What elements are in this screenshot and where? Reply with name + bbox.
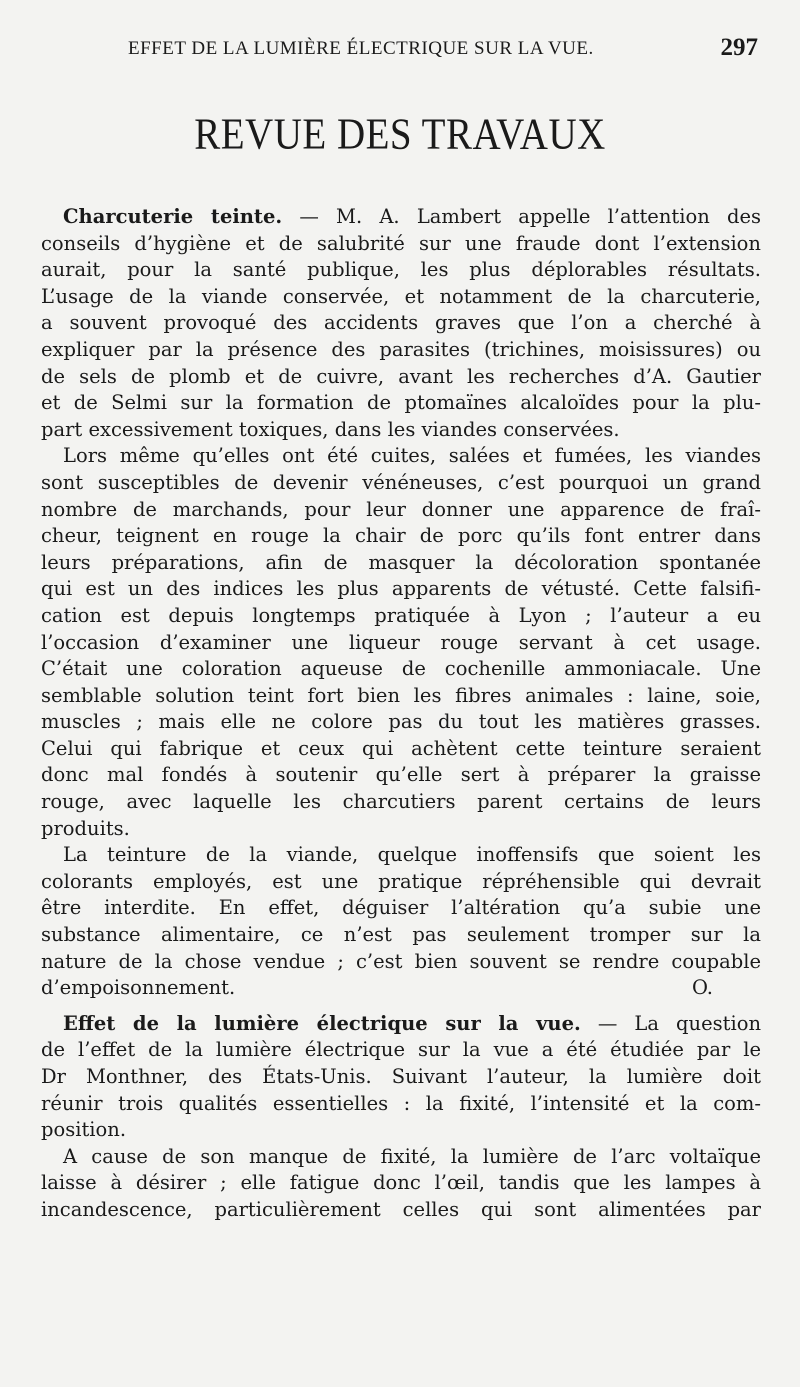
body-text	[41, 204, 761, 1224]
article-rubric: Charcuterie teinte.	[63, 205, 283, 228]
text-line: leurs préparations, afin de masquer la décoloration spontanée	[41, 550, 761, 574]
text-line: La teinture de la viande, quelque inoffensifs que soient les	[63, 843, 761, 867]
text-line: a souvent provoqué des accidents graves que l’on a cherché à	[41, 311, 761, 335]
running-head	[128, 34, 778, 64]
text-line: Lors même qu’elles ont été cuites, salées et fumées, les viandes	[63, 444, 761, 468]
article-rubric: Effet de la lumière électrique sur la vue.	[63, 1011, 581, 1035]
text-line: part excessivement toxiques, dans les viandes conservées.	[41, 417, 620, 441]
text-line: Effet de la lumière électrique sur la vue. — La question	[63, 1011, 762, 1035]
text-line: Celui qui fabrique et ceux qui achètent cette teinture seraient	[41, 736, 761, 760]
section-title: REVUE DES TRAVAUX	[194, 109, 606, 159]
text-line: laisse à désirer ; elle fatigue donc l’œil, tandis que les lampes à	[41, 1171, 761, 1195]
text-line: expliquer par la présence des parasites (trichines, moisissures) ou	[41, 337, 761, 361]
text-line: nature de la chose vendue ; c’est bien souvent se rendre coupable	[41, 949, 761, 973]
text-line: cation est depuis longtemps pratiquée à Lyon ; l’auteur a eu	[41, 603, 761, 627]
running-head-title: EFFET DE LA LUMIÈRE ÉLECTRIQUE SUR LA VUE.	[128, 38, 594, 59]
text-line: nombre de marchands, pour leur donner une apparence de fraî-	[41, 497, 761, 521]
text-line: position.	[41, 1118, 127, 1142]
text-line: Charcuterie teinte. — M. A. Lambert appelle l’attention des	[63, 205, 761, 228]
text-line: et de Selmi sur la formation de ptomaïnes alcaloïdes pour la plu-	[41, 391, 761, 415]
page-number: 297	[720, 34, 758, 61]
text-line: L’usage de la viande conservée, et notamment de la charcuterie,	[41, 284, 761, 308]
text-line: de l’effet de la lumière électrique sur la vue a été étudiée par le	[41, 1038, 761, 1062]
text-line: de sels de plomb et de cuivre, avant les recherches d’A. Gautier	[41, 364, 761, 388]
text-line: produits.	[41, 816, 130, 840]
text-line: Dr Monthner, des États-Unis. Suivant l’auteur, la lumière doit	[41, 1065, 761, 1088]
text-line: semblable solution teint fort bien les fibres animales : laine, soie,	[41, 683, 761, 707]
text-line: être interdite. En effet, déguiser l’altération qu’a subie une	[41, 896, 761, 920]
text-line	[41, 975, 761, 1002]
text-line: muscles ; mais elle ne colore pas du tout les matières grasses.	[41, 710, 761, 734]
text-line: sont susceptibles de devenir vénéneuses, c’est pourquoi un grand	[41, 470, 761, 494]
text-line: substance alimentaire, ce n’est pas seulement tromper sur la	[41, 923, 761, 947]
text-line: incandescence, particulièrement celles qui sont alimentées par	[41, 1197, 761, 1221]
author-signature: O.	[691, 976, 713, 1000]
text-line: l’occasion d’examiner une liqueur rouge servant à cet usage.	[41, 630, 761, 654]
text-line: A cause de son manque de fixité, la lumière de l’arc voltaïque	[63, 1144, 761, 1168]
text-line: rouge, avec laquelle les charcutiers parent certains de leurs	[41, 790, 761, 814]
closing-text: d’empoisonnement.	[41, 976, 236, 1000]
text-line: qui est un des indices les plus apparents de vétusté. Cette falsifi-	[41, 577, 761, 601]
text-line: C’était une coloration aqueuse de cochenille ammoniacale. Une	[41, 657, 761, 681]
text-line: colorants employés, est une pratique répréhensible qui devrait	[41, 869, 761, 893]
text-line: donc mal fondés à soutenir qu’elle sert à préparer la graisse	[41, 763, 761, 787]
text-line: cheur, teignent en rouge la chair de porc qu’ils font entrer dans	[41, 524, 761, 548]
text-line: réunir trois qualités essentielles : la fixité, l’intensité et la com-	[41, 1091, 761, 1115]
text-line: aurait, pour la santé publique, les plus déplorables résultats.	[41, 258, 761, 282]
text-line: conseils d’hygiène et de salubrité sur une fraude dont l’extension	[41, 231, 761, 255]
